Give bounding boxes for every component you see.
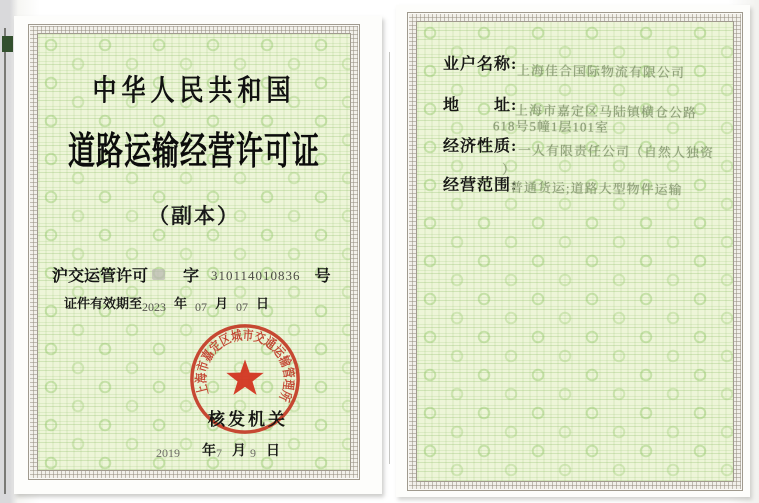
decorative-border-right: [407, 12, 743, 491]
decorative-border-left: [28, 24, 360, 480]
license-number: 310114010836: [211, 268, 301, 283]
field-value-business-scope: 普通货运;道路大型物件运输: [509, 179, 683, 198]
validity-year: 2023: [142, 300, 167, 314]
country-title: 中华人民共和国: [92, 76, 296, 108]
red-star-icon: [226, 359, 263, 395]
redaction-mark: [152, 269, 165, 280]
field-value-address-line1: 上海市嘉定区马陆镇横仓公路: [514, 102, 698, 121]
permit-detail-page: [396, 5, 750, 497]
issue-year: 2019: [156, 446, 180, 460]
field-value-economic-type-line2: ）: [501, 161, 517, 178]
validity-month-unit: 月: [215, 296, 229, 311]
security-paper-right: [416, 21, 734, 482]
field-label-address: 地 址:: [443, 97, 518, 114]
issue-day-unit: 日: [266, 442, 280, 458]
issue-month-unit: 月: [232, 442, 246, 458]
duplicate-copy-label: （副本）: [148, 204, 240, 228]
field-value-economic-type-line1: 一人有限责任公司（自然人独资: [517, 142, 715, 161]
field-value-business-name: 上海佳合国际物流有限公司: [516, 62, 686, 81]
field-label-economic-type: 经济性质:: [443, 138, 518, 155]
validity-month: 07: [195, 300, 208, 314]
validity-line: [64, 293, 277, 312]
issue-date-line: [156, 440, 284, 460]
security-paper-left: [37, 33, 351, 471]
page-fold-line: [389, 52, 390, 464]
validity-day: 07: [236, 300, 249, 314]
validity-label: 证件有效期至: [64, 296, 143, 311]
validity-day-unit: 日: [256, 296, 270, 311]
permit-cover-page: [14, 16, 382, 494]
stamp-ring-text: 上海市嘉定区城市交通运输管理所: [193, 327, 297, 407]
scan-edge-line: [4, 28, 6, 494]
issue-year-unit: 年: [202, 442, 216, 458]
issue-day: 9: [250, 446, 256, 460]
license-prefix: 沪交运管许可: [52, 268, 149, 285]
license-number-line: [52, 263, 331, 286]
license-hao-label: 号: [314, 268, 331, 285]
field-label-business-name: 业户名称:: [443, 56, 518, 73]
field-value-address-line2: 618号5幢1层101室: [492, 118, 610, 135]
scan-corner-mark: [2, 36, 13, 52]
permit-title: 道路运输经营许可证: [68, 129, 320, 173]
issuing-authority-label: 核发机关: [208, 410, 288, 429]
validity-year-unit: 年: [174, 296, 188, 311]
license-zi-label: 字: [183, 268, 200, 285]
issue-month: 7: [216, 446, 222, 460]
field-label-business-scope: 经营范围:: [443, 177, 518, 194]
